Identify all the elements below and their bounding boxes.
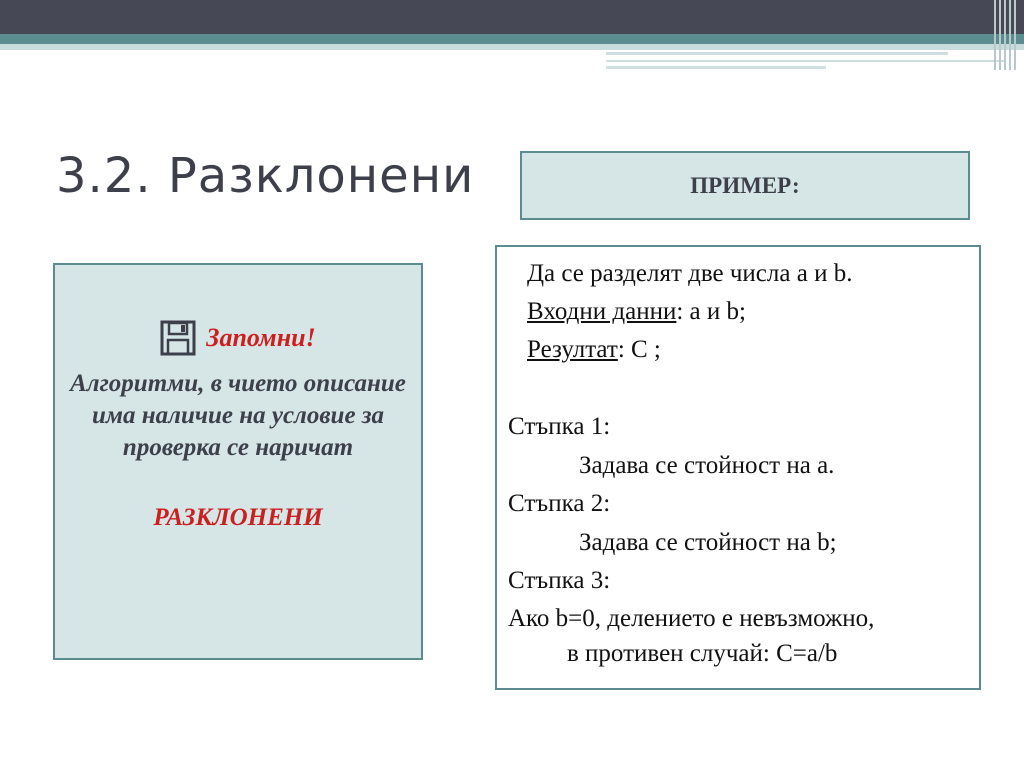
header-decor-vbar: [994, 0, 996, 70]
step3-else: в противен случай: C=a/b: [567, 640, 838, 667]
header-bar: [0, 0, 1024, 34]
remember-box: [53, 263, 423, 660]
header-decor-vbar: [999, 0, 1001, 70]
result-label: Резултат: [527, 336, 618, 363]
input-value: : a и b;: [676, 298, 746, 325]
step1-label: Стъпка 1:: [508, 413, 611, 440]
step3-label: Стъпка 3:: [508, 567, 611, 594]
step2-label: Стъпка 2:: [508, 490, 611, 517]
example-label: ПРИМЕР:: [690, 172, 800, 198]
floppy-disk-icon: [160, 320, 196, 356]
input-label: Входни данни: [527, 298, 677, 325]
header-light-stripe: [0, 44, 1024, 50]
remember-title: Запомни!: [206, 323, 316, 352]
step3-condition: Ако b=0, делението е невъзможно,: [508, 605, 875, 632]
result-value: : C ;: [617, 336, 661, 363]
task-input-line: [527, 298, 746, 326]
task-result-line: [527, 336, 661, 364]
example-box: [520, 151, 970, 220]
header-accent-stripe: [0, 34, 1024, 44]
task-box: [495, 245, 981, 690]
header-decor-line: [606, 52, 948, 55]
header-decor-vbar: [1004, 0, 1006, 70]
header-decor-vbar: [1014, 0, 1016, 70]
remember-header: [55, 320, 421, 356]
header-decor-vbar: [1009, 0, 1011, 70]
step2-text: Задава се стойност на b;: [579, 529, 837, 556]
remember-term: РАЗКЛОНЕНИ: [153, 504, 323, 531]
header-decor-line: [606, 66, 826, 69]
header-decor-line: [606, 60, 1006, 62]
slide-title: 3.2. Разклонени: [56, 148, 475, 204]
task-statement: Да се разделят две числа a и b.: [527, 260, 853, 287]
step1-text: Задава се стойност на a.: [579, 452, 835, 479]
remember-definition: Алгоритми, в чието описание има наличие на условие за проверка се наричат: [70, 370, 406, 461]
